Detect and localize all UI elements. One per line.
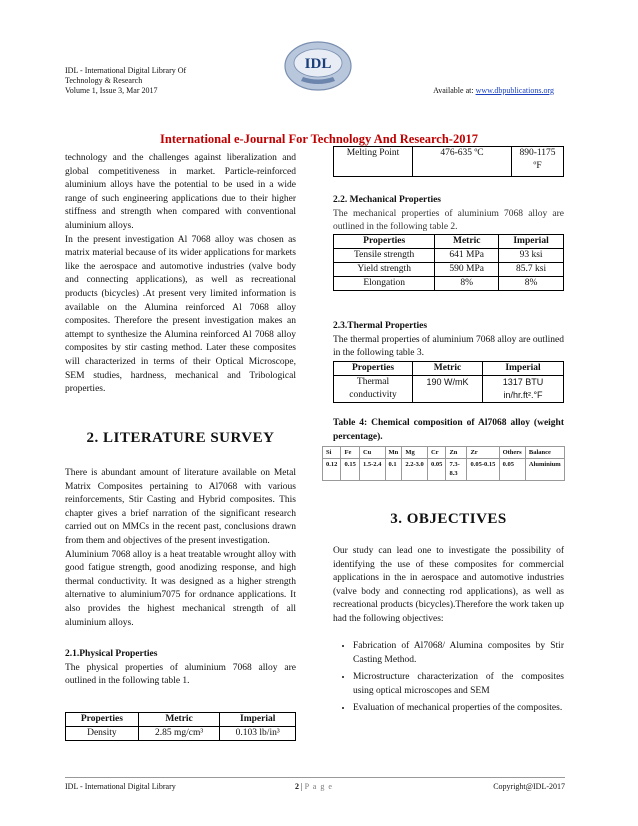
t2-header: Imperial: [499, 235, 564, 249]
t4-cell: Aluminium: [525, 459, 564, 481]
section-objectives: 3. OBJECTIVES: [390, 511, 507, 527]
page-number: [295, 782, 333, 791]
footer-right: Copyright@IDL-2017: [493, 782, 565, 791]
objectives-text: Our study can lead one to investigate the possibility of identifying the use of these composites for commercial applications in the in aerospace and automotive industries (valve body and connecting rod applications), as well as recreational products (bicycles).Therefore the work taken up had the following objectives:: [333, 546, 564, 624]
melting-imperial: 890-1175 ºF: [512, 147, 564, 177]
t2-cell: 590 MPa: [435, 263, 499, 277]
table4-caption: Table 4: Chemical composition of Al7068 alloy (weight percentage).: [333, 418, 564, 442]
objectives-list: [333, 640, 564, 720]
t1-header: Properties: [66, 713, 139, 727]
t2-cell: 8%: [435, 277, 499, 291]
mechanical-title: 2.2. Mechanical Properties: [333, 195, 441, 205]
objective-item: • Microstructure characterization of the composites using optical microscopes and SEM: [353, 671, 564, 698]
t4-header: Zr: [467, 447, 499, 459]
t4-header: Zn: [446, 447, 467, 459]
t4-header: Si: [323, 447, 341, 459]
header-block: [65, 66, 186, 96]
t2-header: Properties: [334, 235, 435, 249]
t2-cell: Yield strength: [334, 263, 435, 277]
section-literature-survey: 2. LITERATURE SURVEY: [86, 430, 275, 446]
t4-cell: 1.5-2.4: [359, 459, 385, 481]
logo-text: IDL: [304, 56, 332, 72]
t4-header: Others: [499, 447, 525, 459]
available-link[interactable]: www.dbpublications.org: [475, 86, 554, 95]
t3-header: Imperial: [483, 362, 564, 376]
t4-cell: 0.05: [499, 459, 525, 481]
t3-header: Metric: [413, 362, 483, 376]
objective-item: • Evaluation of mechanical properties of the composites.: [353, 702, 564, 716]
t4-header: Mg: [402, 447, 428, 459]
physical-properties-text: The physical properties of aluminium 7068 alloy are outlined in the following table 1.: [65, 662, 296, 687]
t2-header: Metric: [435, 235, 499, 249]
mechanical-text: The mechanical properties of aluminium 7068 alloy are outlined in the following table 2.: [333, 208, 564, 233]
t2-cell: Tensile strength: [334, 249, 435, 263]
t1-cell: 0.103 lb/in³: [220, 727, 296, 741]
t1-header: Metric: [138, 713, 220, 727]
header-line1: IDL - International Digital Library Of: [65, 66, 187, 75]
t4-cell: 0.12: [323, 459, 341, 481]
footer-rule: [65, 777, 565, 778]
t4-header: Mn: [385, 447, 402, 459]
idl-logo: [283, 39, 353, 93]
left-column-2: [65, 467, 296, 689]
header-line3: Volume 1, Issue 3, Mar 2017: [65, 86, 158, 95]
left-para2: In the present investigation Al 7068 alloy was chosen as matrix material because of its wider applications for markets like the aerospace and automotive industries (valve body and connecting applications), as well as recreational products (bicycles) .At present very limited information is available on the Alumina reinforced Al 7068 alloy composites. Therefore the present investigation makes an attempt to synthesize the Alumina reinforced Al 7068 alloy composites by stir casting method. Later these composites will characterized in terms of their Optical Microscope, SEM studies, hardness, mechanical and Tribological properties.: [65, 234, 296, 395]
t4-cell: 0.05: [427, 459, 445, 481]
t2-cell: 93 ksi: [499, 249, 564, 263]
t4-header: Cr: [427, 447, 445, 459]
t4-header: Fe: [341, 447, 359, 459]
table-composition: [322, 446, 565, 481]
melting-metric: 476-635 ºC: [413, 147, 512, 177]
t4-cell: 2.2-3.0: [402, 459, 428, 481]
melting-label: Melting Point: [334, 147, 413, 177]
t4-header: Cu: [359, 447, 385, 459]
objective-item: • Fabrication of Al7068/ Alumina composites by Stir Casting Method.: [353, 640, 564, 667]
left-para3: There is abundant amount of literature available on Metal Matrix Composites pertaining to Al7068 with various reinforcements, Stir Casting and Hybrid composites. This chapter gives a brief narration of the significant research carried out on MMCs in the recent past, conclusions drawn from them and objectives of the present investigation.: [65, 468, 296, 546]
mechanical-block: [333, 194, 564, 235]
available-prefix: Available at:: [433, 86, 476, 95]
header-line2: Technology & Research: [65, 76, 143, 85]
left-para4: Aluminium 7068 alloy is a heat treatable wrought alloy with good fatigue strength, good anodizing response, and high thermal conductivity. It was designed as a higher strength alternative to aluminium7075 for ordnance applications. It also provides the highest mechanical strength of all aluminium alloys.: [65, 549, 296, 628]
thermal-title: 2.3.Thermal Properties: [333, 321, 428, 331]
t1-header: Imperial: [220, 713, 296, 727]
t3-header: Properties: [334, 362, 413, 376]
t1-cell: Density: [66, 727, 139, 741]
t4-cell: 0.1: [385, 459, 402, 481]
left-para1: technology and the challenges against liberalization and global competitiveness in market. Particle-reinforced aluminium alloys have the potential to be used in a wide range of such engineering applications due to their higher stiffness and strength when compared with conventional aluminium alloys.: [65, 153, 296, 231]
table-mechanical: [333, 234, 564, 291]
thermal-block: [333, 320, 564, 361]
table-physical: [65, 712, 296, 741]
t3-cell: Thermal conductivity: [334, 376, 413, 403]
t2-cell: 85.7 ksi: [499, 263, 564, 277]
t4-cell: 0.05-0.15: [467, 459, 499, 481]
t2-cell: 641 MPa: [435, 249, 499, 263]
footer-left: IDL - International Digital Library: [65, 782, 176, 791]
t3-cell: 190 W/mK: [413, 376, 483, 403]
page-word: P a g e: [304, 782, 333, 791]
t1-cell: 2.85 mg/cm³: [138, 727, 220, 741]
journal-title: International e-Journal For Technology And Research-2017: [160, 132, 478, 146]
t2-cell: 8%: [499, 277, 564, 291]
physical-properties-title: 2.1.Physical Properties: [65, 649, 158, 660]
available-at: [433, 86, 554, 96]
thermal-text: The thermal properties of aluminium 7068 alloy are outlined in the following table 3.: [333, 334, 564, 359]
t4-cell: 0.15: [341, 459, 359, 481]
left-column: [65, 152, 296, 397]
t4-header: Balance: [525, 447, 564, 459]
t4-cell: 7.3-8.3: [446, 459, 467, 481]
table-thermal: [333, 361, 564, 403]
t3-cell: 1317 BTU in/hr.ft².°F: [483, 376, 564, 403]
t2-cell: Elongation: [334, 277, 435, 291]
page-sep: |: [299, 782, 305, 791]
page-num-value: 2: [295, 782, 299, 791]
table-melting: [333, 146, 564, 177]
